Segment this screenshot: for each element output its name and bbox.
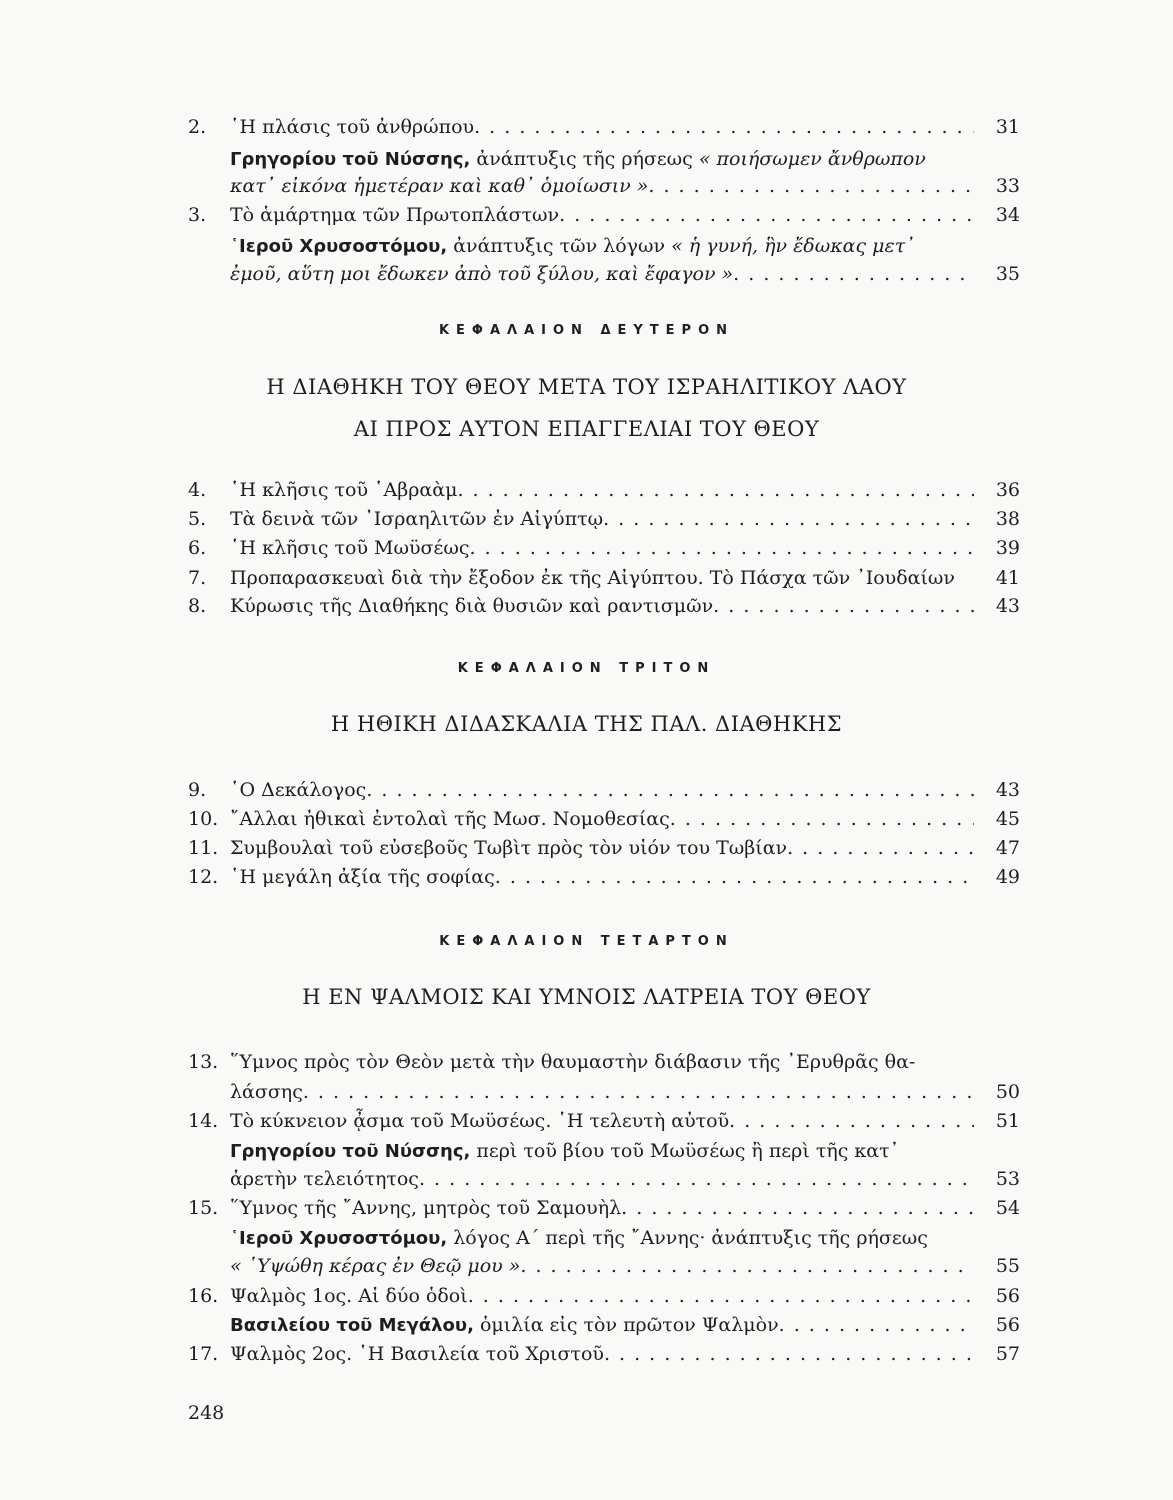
entry-page: 36 bbox=[995, 479, 1020, 501]
entry-page: 49 bbox=[995, 866, 1020, 888]
toc-subentry bbox=[188, 1138, 1020, 1164]
toc-entry bbox=[188, 593, 1020, 619]
toc-subentry-cont bbox=[188, 1253, 1020, 1279]
entry-page: 47 bbox=[995, 837, 1020, 859]
toc-entry bbox=[188, 202, 1020, 228]
chapter-heading: ΚΕΦΑΛΑΙΟΝ ΔΕΥΤΕΡΟΝ bbox=[438, 323, 735, 338]
entry-number: 3. bbox=[188, 204, 207, 226]
entry-title: Τὸ κύκνειον ᾆσμα τοῦ Μωϋσέως. ῾Η τελευτὴ αὐτοῦ bbox=[230, 1110, 730, 1132]
entry-page: 51 bbox=[995, 1110, 1020, 1132]
entry-number: 2. bbox=[188, 116, 207, 138]
entry-title: ῾Ο Δεκάλογος bbox=[230, 779, 367, 801]
chapter-title: Η ΕΝ ΨΑΛΜΟΙΣ ΚΑΙ ΥΜΝΟΙΣ ΛΑΤΡΕΙΑ ΤΟΥ ΘΕΟΥ bbox=[302, 985, 871, 1009]
entry-title: Συμβουλαὶ τοῦ εὐσεβοῦς Τωβὶτ πρὸς τὸν υἱόν του Τωβίαν bbox=[230, 837, 788, 859]
entry-text: ἀνάπτυξις τῆς ρήσεως bbox=[470, 148, 699, 170]
entry-title: Προπαρασκευαὶ διὰ τὴν ἔξοδον ἐκ τῆς Αἰγύπτου. Τὸ Πάσχα τῶν ᾿Ιουδαίων bbox=[230, 567, 955, 589]
entry-number: 14. bbox=[188, 1110, 219, 1132]
entry-number: 13. bbox=[188, 1051, 219, 1073]
toc-entry bbox=[188, 535, 1020, 561]
entry-number: 15. bbox=[188, 1197, 219, 1219]
entry-title: Ψαλμὸς 2ος. ῾Η Βασιλεία τοῦ Χριστοῦ bbox=[230, 1343, 604, 1365]
entry-number: 7. bbox=[188, 567, 207, 589]
author-name: Γρηγορίου τοῦ Νύσσης, bbox=[230, 1141, 471, 1162]
entry-page: 43 bbox=[995, 779, 1020, 801]
entry-number: 4. bbox=[188, 479, 207, 501]
toc-subentry-cont bbox=[188, 1166, 1020, 1192]
entry-page: 55 bbox=[995, 1255, 1020, 1277]
entry-page: 54 bbox=[995, 1197, 1020, 1219]
entry-quote: κατ᾿ εἰκόνα ἡμετέραν καὶ καθ᾿ ὁμοίωσιν » bbox=[230, 175, 649, 197]
author-name: Βασιλείου τοῦ Μεγάλου, bbox=[230, 1315, 474, 1336]
entry-title: ῾Η μεγάλη ἀξία τῆς σοφίας bbox=[230, 866, 495, 888]
entry-number: 6. bbox=[188, 537, 207, 559]
author-name: ῾Ιεροῦ Χρυσοστόμου, bbox=[230, 1228, 448, 1249]
toc-entry bbox=[188, 565, 1020, 591]
toc-entry bbox=[188, 806, 1020, 832]
entry-page: 34 bbox=[995, 204, 1020, 226]
entry-title: Τὸ ἁμάρτημα τῶν Πρωτοπλάστων bbox=[230, 204, 560, 226]
entry-number: 16. bbox=[188, 1285, 219, 1307]
entry-text: περὶ τοῦ βίου τοῦ Μωϋσέως ἢ περὶ τῆς κατ᾿ bbox=[470, 1140, 900, 1162]
chapter-title: Η ΔΙΑΘΗΚΗ ΤΟΥ ΘΕΟΥ ΜΕΤΑ ΤΟΥ ΙΣΡΑΗΛΙΤΙΚΟΥ ΛΑΟΥ bbox=[266, 375, 907, 399]
entry-number: 9. bbox=[188, 779, 207, 801]
chapter-heading: ΚΕΦΑΛΑΙΟΝ ΤΕΤΑΡΤΟΝ bbox=[439, 934, 734, 949]
toc-subentry bbox=[188, 233, 1020, 259]
entry-title: ῾Η κλῆσις τοῦ Μωϋσέως bbox=[230, 537, 470, 559]
author-name: ῾Ιεροῦ Χρυσοστόμου, bbox=[230, 236, 448, 257]
entry-page: 53 bbox=[995, 1168, 1020, 1190]
toc-subentry bbox=[188, 1225, 1020, 1251]
entry-number: 8. bbox=[188, 595, 207, 617]
entry-number: 11. bbox=[188, 837, 219, 859]
entry-title: ῾Η πλάσις τοῦ ἀνθρώπου bbox=[230, 116, 475, 138]
toc-entry bbox=[188, 835, 1020, 861]
chapter-heading: ΚΕΦΑΛΑΙΟΝ ΤΡΙΤΟΝ bbox=[457, 661, 716, 676]
entry-title: ῎Αλλαι ἠθικαὶ ἐντολαὶ τῆς Μωσ. Νομοθεσίας bbox=[230, 808, 670, 830]
entry-title: ῞Υμνος τῆς ῎Αννης, μητρὸς τοῦ Σαμουὴλ bbox=[230, 1197, 622, 1219]
toc-entry bbox=[188, 114, 1020, 140]
entry-page: 41 bbox=[995, 567, 1020, 589]
entry-text: ἀνάπτυξις τῶν λόγων bbox=[447, 235, 672, 257]
toc-entry bbox=[188, 1341, 1020, 1367]
toc-subentry bbox=[188, 1312, 1020, 1338]
entry-title: ῾Η κλῆσις τοῦ ῾Αβραὰμ bbox=[230, 479, 458, 501]
toc-entry bbox=[188, 1195, 1020, 1221]
entry-page: 50 bbox=[995, 1081, 1020, 1103]
entry-quote: « ποιήσωμεν ἄνθρωπον bbox=[698, 148, 926, 170]
entry-page: 33 bbox=[995, 175, 1020, 197]
entry-title: Τὰ δεινὰ τῶν ᾿Ισραηλιτῶν ἐν Αἰγύπτῳ bbox=[230, 508, 604, 530]
entry-page: 38 bbox=[995, 508, 1020, 530]
entry-title: λάσσης bbox=[230, 1081, 303, 1103]
toc-subentry-cont bbox=[188, 173, 1020, 199]
toc-subentry-cont bbox=[188, 261, 1020, 287]
toc-entry bbox=[188, 1108, 1020, 1134]
toc-entry bbox=[188, 1049, 1020, 1075]
toc-entry bbox=[188, 477, 1020, 503]
author-name: Γρηγορίου τοῦ Νύσσης, bbox=[230, 149, 471, 170]
entry-page: 45 bbox=[995, 808, 1020, 830]
chapter-title: Η ΗΘΙΚΗ ΔΙΔΑΣΚΑΛΙΑ ΤΗΣ ΠΑΛ. ΔΙΑΘΗΚΗΣ bbox=[330, 712, 843, 736]
page-number: 248 bbox=[188, 1402, 225, 1424]
entry-page: 56 bbox=[995, 1314, 1020, 1336]
entry-page: 56 bbox=[995, 1285, 1020, 1307]
entry-title: Ψαλμὸς 1ος. Αἱ δύο ὁδοὶ bbox=[230, 1285, 468, 1307]
entry-page: 39 bbox=[995, 537, 1020, 559]
entry-number: 17. bbox=[188, 1343, 219, 1365]
toc-subentry bbox=[188, 146, 1020, 172]
entry-title: Κύρωσις τῆς Διαθήκης διὰ θυσιῶν καὶ ραντισμῶν bbox=[230, 595, 714, 617]
entry-title: ῞Υμνος πρὸς τὸν Θεὸν μετὰ τὴν θαυμαστὴν διάβασιν τῆς ᾿Ερυθρᾶς θα- bbox=[230, 1051, 916, 1073]
entry-text: ὁμιλία εἰς τὸν πρῶτον Ψαλμὸν bbox=[473, 1314, 779, 1336]
entry-quote: « ῾Υψώθη κέρας ἐν Θεῷ μου » bbox=[230, 1255, 521, 1277]
toc-entry bbox=[188, 1283, 1020, 1309]
toc-entry bbox=[188, 777, 1020, 803]
entry-number: 5. bbox=[188, 508, 207, 530]
entry-page: 31 bbox=[995, 116, 1020, 138]
entry-text: λόγος Α΄ περὶ τῆς ῎Αννης· ἀνάπτυξις τῆς ρήσεως bbox=[447, 1227, 928, 1249]
entry-page: 35 bbox=[995, 263, 1020, 285]
entry-page: 43 bbox=[995, 595, 1020, 617]
entry-text: ἀρετὴν τελειότητος bbox=[230, 1168, 419, 1190]
entry-quote: ἐμοῦ, αὕτη μοι ἔδωκεν ἀπὸ τοῦ ξύλου, καὶ ἔφαγον » bbox=[230, 263, 734, 285]
entry-number: 10. bbox=[188, 808, 219, 830]
toc-entry bbox=[188, 506, 1020, 532]
toc-entry-cont bbox=[188, 1079, 1020, 1105]
entry-quote: « ἡ γυνή, ἣν ἔδωκας μετ᾿ bbox=[671, 235, 915, 257]
toc-entry bbox=[188, 864, 1020, 890]
chapter-title: ΑΙ ΠΡΟΣ ΑΥΤΟΝ ΕΠΑΓΓΕΛΙΑΙ ΤΟΥ ΘΕΟΥ bbox=[353, 417, 820, 441]
entry-number: 12. bbox=[188, 866, 219, 888]
entry-page: 57 bbox=[995, 1343, 1020, 1365]
